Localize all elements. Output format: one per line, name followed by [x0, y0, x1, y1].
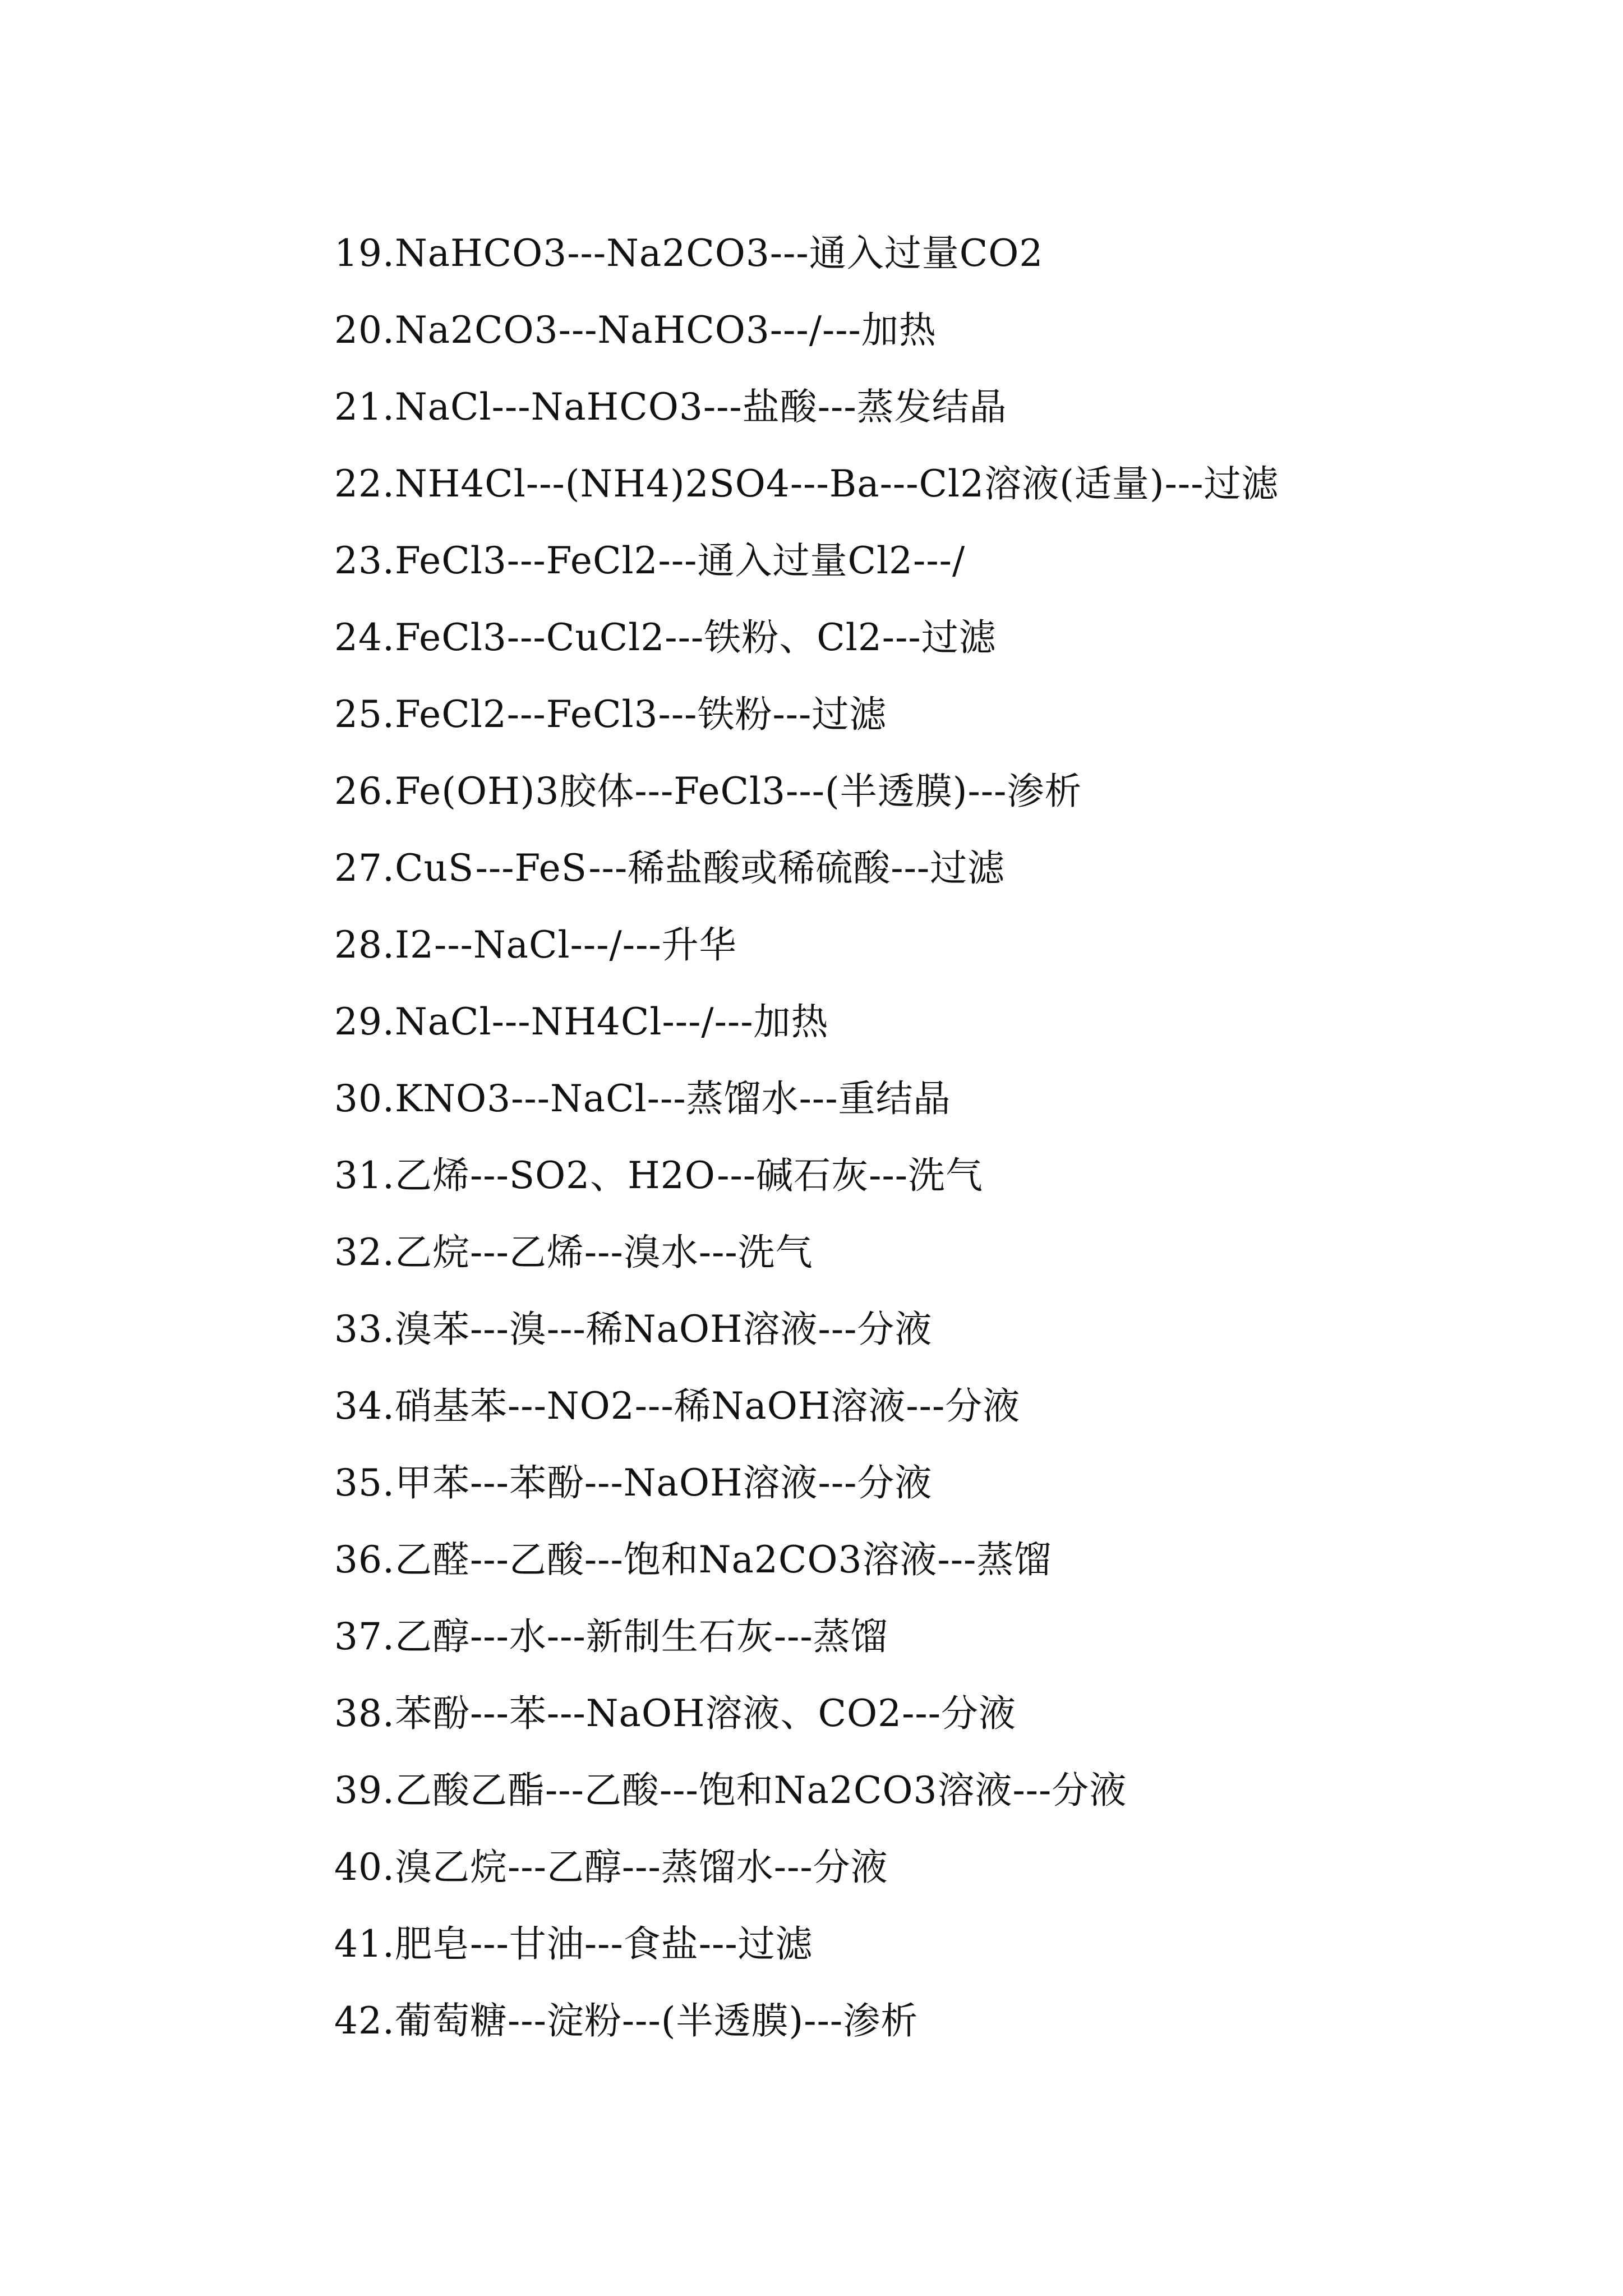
list-item: 20.Na2CO3---NaHCO3---/---加热 [334, 309, 937, 352]
list-item: 21.NaCl---NaHCO3---盐酸---蒸发结晶 [334, 385, 1007, 429]
list-item: 39.乙酸乙酯---乙酸---饱和Na2CO3溶液---分液 [334, 1769, 1127, 1812]
list-item: 27.CuS---FeS---稀盐酸或稀硫酸---过滤 [334, 846, 1006, 890]
list-item: 26.Fe(OH)3胶体---FeCl3---(半透膜)---渗析 [334, 770, 1082, 813]
list-item: 30.KNO3---NaCl---蒸馏水---重结晶 [334, 1077, 951, 1120]
list-item: 37.乙醇---水---新制生石灰---蒸馏 [334, 1615, 888, 1658]
list-item: 19.NaHCO3---Na2CO3---通入过量CO2 [334, 232, 1044, 275]
list-item: 32.乙烷---乙烯---溴水---洗气 [334, 1231, 813, 1274]
list-item: 41.肥皂---甘油---食盐---过滤 [334, 1922, 813, 1966]
list-item: 36.乙醛---乙酸---饱和Na2CO3溶液---蒸馏 [334, 1538, 1052, 1581]
list-item: 22.NH4Cl---(NH4)2SO4---Ba---Cl2溶液(适量)---过滤 [334, 462, 1279, 505]
list-item: 28.I2---NaCl---/---升华 [334, 923, 737, 967]
list-item: 29.NaCl---NH4Cl---/---加热 [334, 1000, 829, 1043]
list-item: 38.苯酚---苯---NaOH溶液、CO2---分液 [334, 1692, 1017, 1735]
separation-method-list [334, 215, 1279, 2059]
list-item: 35.甲苯---苯酚---NaOH溶液---分液 [334, 1461, 933, 1504]
list-item: 25.FeCl2---FeCl3---铁粉---过滤 [334, 693, 887, 736]
list-item: 24.FeCl3---CuCl2---铁粉、Cl2---过滤 [334, 616, 997, 659]
list-item: 31.乙烯---SO2、H2O---碱石灰---洗气 [334, 1154, 984, 1197]
list-item: 33.溴苯---溴---稀NaOH溶液---分液 [334, 1308, 933, 1351]
list-item: 23.FeCl3---FeCl2---通入过量Cl2---/ [334, 539, 966, 582]
list-item: 40.溴乙烷---乙醇---蒸馏水---分液 [334, 1846, 888, 1889]
list-item: 42.葡萄糖---淀粉---(半透膜)---渗析 [334, 1999, 919, 2042]
list-item: 34.硝基苯---NO2---稀NaOH溶液---分液 [334, 1384, 1021, 1428]
